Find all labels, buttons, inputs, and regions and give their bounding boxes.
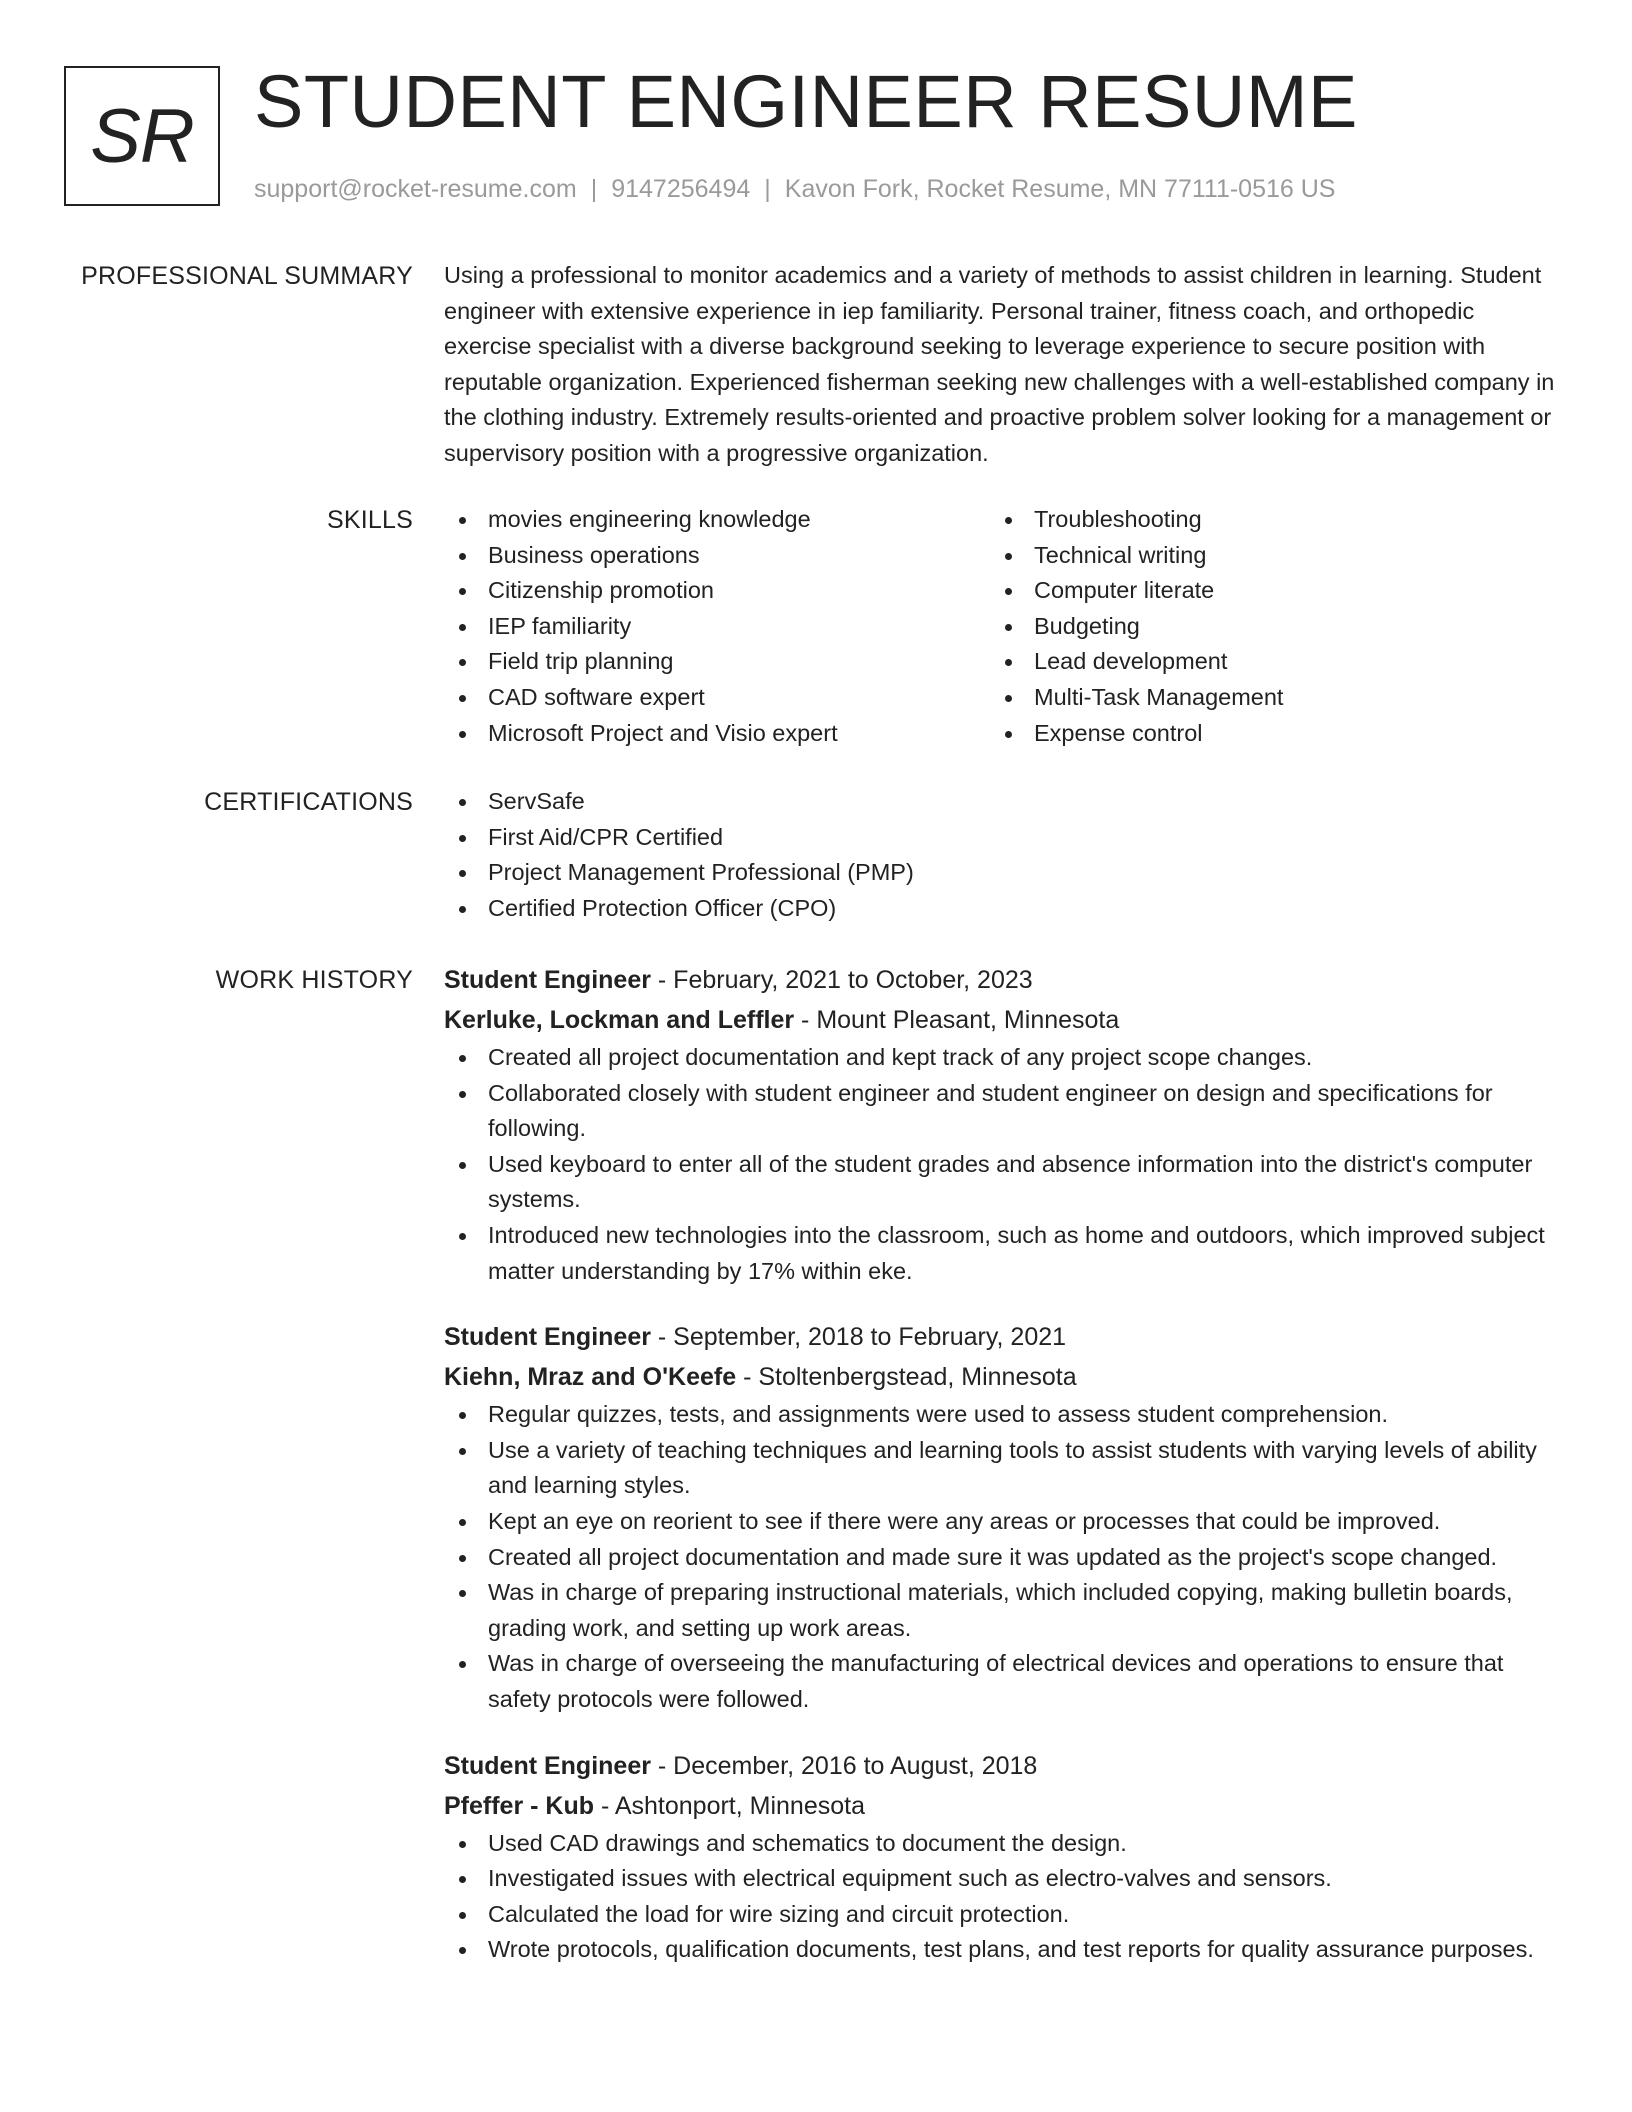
job-bullet: Was in charge of overseeing the manufacturing of electrical devices and operations to ensure that safety protocols were followed. (444, 1646, 1564, 1717)
skill-item: Multi-Task Management (990, 680, 1536, 716)
job-title: Student Engineer (444, 1751, 651, 1780)
section-heading-work-history: WORK HISTORY (215, 966, 413, 994)
summary-body (444, 258, 1564, 472)
contact-separator: | (590, 175, 598, 203)
job-bullet: Created all project documentation and kept track of any project scope changes. (444, 1040, 1564, 1076)
job-location: - Stoltenbergstead, Minnesota (736, 1363, 1077, 1392)
job-entry (444, 1746, 1564, 1968)
skill-item: Field trip planning (444, 644, 990, 680)
certifications-body (444, 784, 1564, 926)
contact-phone[interactable]: 9147256494 (611, 175, 751, 203)
contact-line (254, 172, 1335, 206)
skill-item: movies engineering knowledge (444, 502, 990, 538)
skill-item: Microsoft Project and Visio expert (444, 716, 990, 752)
certification-item: First Aid/CPR Certified (444, 820, 1564, 856)
skill-item: CAD software expert (444, 680, 990, 716)
job-bullet: Was in charge of preparing instructional materials, which included copying, making bulletin boards, grading work, and setting up work areas. (444, 1575, 1564, 1646)
job-bullet-list (444, 1397, 1564, 1717)
job-bullet: Collaborated closely with student engineer and student engineer on design and specifications for following. (444, 1076, 1564, 1147)
job-bullet: Created all project documentation and made sure it was updated as the project's scope changed. (444, 1540, 1564, 1576)
certifications-list (444, 784, 1564, 926)
contact-email[interactable]: support@rocket-resume.com (254, 175, 577, 203)
job-bullet: Investigated issues with electrical equipment such as electro-valves and sensors. (444, 1861, 1564, 1897)
monogram-logo: SR (64, 66, 220, 206)
skill-item: Expense control (990, 716, 1536, 752)
job-bullet-list (444, 1826, 1564, 1968)
skill-item: Business operations (444, 538, 990, 574)
skill-item: Budgeting (990, 609, 1536, 645)
skill-item: Technical writing (990, 538, 1536, 574)
contact-separator: | (764, 175, 771, 203)
job-dates: - December, 2016 to August, 2018 (650, 1751, 1038, 1780)
job-location: - Ashtonport, Minnesota (594, 1791, 865, 1820)
certification-item: Project Management Professional (PMP) (444, 855, 1564, 891)
job-company-line (444, 1786, 1564, 1826)
job-dates: - September, 2018 to February, 2021 (650, 1323, 1067, 1352)
job-company: Pfeffer - Kub (444, 1791, 594, 1820)
job-bullet: Kept an eye on reorient to see if there were any areas or processes that could be improved. (444, 1504, 1564, 1540)
job-location: - Mount Pleasant, Minnesota (794, 1006, 1120, 1034)
skills-body (444, 502, 1564, 751)
job-title-line (444, 1317, 1564, 1357)
job-title: Student Engineer (444, 1323, 651, 1352)
job-company: Kiehn, Mraz and O'Keefe (444, 1363, 737, 1392)
job-bullet: Used CAD drawings and schematics to document the design. (444, 1826, 1564, 1862)
job-bullet: Used keyboard to enter all of the student grades and absence information into the district's computer systems. (444, 1147, 1564, 1218)
contact-address: Kavon Fork, Rocket Resume, MN 77111-0516 US (784, 175, 1336, 203)
summary-text: Using a professional to monitor academics and a variety of methods to assist children in learning. Student engineer with extensive experience in iep familiarity. Personal trainer, fitness coach, and orthopedic exercise specialist with a diverse background seeking to leverage experience to secure position with reputable organization. Experienced fisherman seeking new challenges with a well-established company in the clothing industry. Extremely results-oriented and proactive problem solver looking for a management or supervisory position with a progressive organization. (444, 262, 1555, 466)
skills-list-right (990, 502, 1536, 751)
job-title-line (444, 960, 1564, 1000)
section-heading-certifications: CERTIFICATIONS (204, 788, 413, 816)
skill-item: Computer literate (990, 573, 1536, 609)
skill-item: Troubleshooting (990, 502, 1536, 538)
certification-item: ServSafe (444, 784, 1564, 820)
skill-item: Citizenship promotion (444, 573, 990, 609)
job-entry (444, 1317, 1564, 1717)
job-company: Kerluke, Lockman and Leffler (444, 1006, 795, 1034)
job-entry (444, 960, 1564, 1289)
job-company-line (444, 1000, 1564, 1040)
job-bullet: Calculated the load for wire sizing and circuit protection. (444, 1897, 1564, 1933)
certification-item: Certified Protection Officer (CPO) (444, 891, 1564, 927)
job-bullet-list (444, 1040, 1564, 1289)
section-heading-skills: SKILLS (327, 506, 413, 534)
job-bullet: Introduced new technologies into the classroom, such as home and outdoors, which improved subject matter understanding by 17% within eke. (444, 1218, 1564, 1289)
job-company-line (444, 1357, 1564, 1397)
job-title-line (444, 1746, 1564, 1786)
resume-title: STUDENT ENGINEER RESUME (254, 60, 1358, 143)
work-history-body (444, 960, 1564, 1996)
job-bullet: Wrote protocols, qualification documents, test plans, and test reports for quality assurance purposes. (444, 1932, 1564, 1968)
job-dates: - February, 2021 to October, 2023 (650, 966, 1033, 994)
job-title: Student Engineer (444, 966, 651, 994)
skill-item: Lead development (990, 644, 1536, 680)
skills-list-left (444, 502, 990, 751)
job-bullet: Use a variety of teaching techniques and learning tools to assist students with varying levels of ability and learning styles. (444, 1433, 1564, 1504)
job-bullet: Regular quizzes, tests, and assignments were used to assess student comprehension. (444, 1397, 1564, 1433)
skill-item: IEP familiarity (444, 609, 990, 645)
section-heading-summary: PROFESSIONAL SUMMARY (81, 262, 413, 290)
